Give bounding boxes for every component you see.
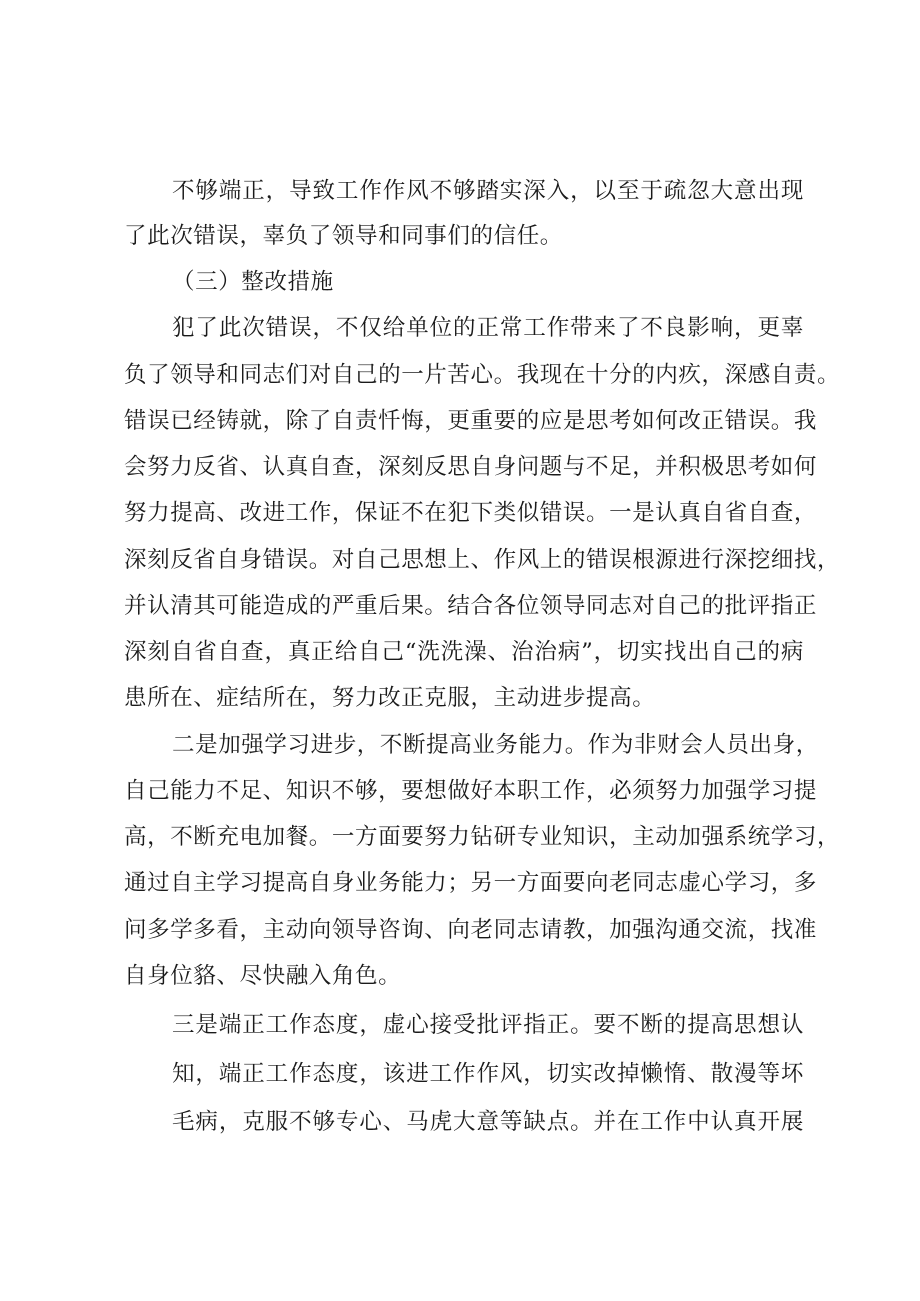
paragraph-2-line-5: 努力提高、改进工作，保证不在犯下类似错误。一是认真自省自查， [124,500,818,526]
paragraph-4-line-3: 毛病，克服不够专心、马虎大意等缺点。并在工作中认真开展 [172,1109,804,1135]
paragraph-3-line-2: 自己能力不足、知识不够，要想做好本职工作，必须努力加强学习提 [124,778,818,804]
paragraph-3-line-6: 自身位貉、尽快融入角色。 [124,963,402,989]
paragraph-4-line-2: 知，端正工作态度，该进工作作风，切实改掉懒惰、散漫等坏 [172,1061,804,1087]
paragraph-2-line-2: 负了领导和同志们对自己的一片苦心。我现在十分的内疚，深感自责。 [124,362,841,388]
paragraph-3-line-3: 高，不断充电加餐。一方面要努力钻研专业知识，主动加强系统学习， [124,824,841,850]
paragraph-2-line-3: 错误已经铸就，除了自责忏悔，更重要的应是思考如何改正错误。我 [124,408,818,434]
paragraph-3-line-4: 通过自主学习提高自身业务能力；另一方面要向老同志虚心学习，多 [124,870,818,896]
paragraph-2-line-8: 深刻自省自查，真正给自己“洗洗澡、治治病”，切实找出自己的病 [124,639,804,665]
section-heading: （三）整改措施 [172,269,334,295]
paragraph-1-line-2: 了此次错误，辜负了领导和同事们的信任。 [124,223,563,249]
paragraph-2-line-6: 深刻反省自身错误。对自己思想上、作风上的错误根源进行深挖细找， [124,547,841,573]
paragraph-1-line-1: 不够端正，导致工作作风不够踏实深入，以至于疏忽大意出现 [172,178,804,204]
paragraph-2-line-9: 患所在、症结所在，努力改正克服，主动进步提高。 [124,685,656,711]
paragraph-2-line-4: 会努力反省、认真自查，深刻反思自身问题与不足，并积极思考如何 [124,454,818,480]
paragraph-2-line-7: 并认清其可能造成的严重后果。结合各位领导同志对自己的批评指正 [124,593,818,619]
paragraph-4-line-1: 三是端正工作态度，虚心接受批评指正。要不断的提高思想认 [172,1012,804,1038]
paragraph-3-line-1: 二是加强学习进步，不断提高业务能力。作为非财会人员出身， [172,732,819,758]
paragraph-2-line-1: 犯了此次错误，不仅给单位的正常工作带来了不良影响，更辜 [172,315,804,341]
paragraph-3-line-5: 问多学多看，主动向领导咨询、向老同志请教，加强沟通交流，找准 [124,917,818,943]
